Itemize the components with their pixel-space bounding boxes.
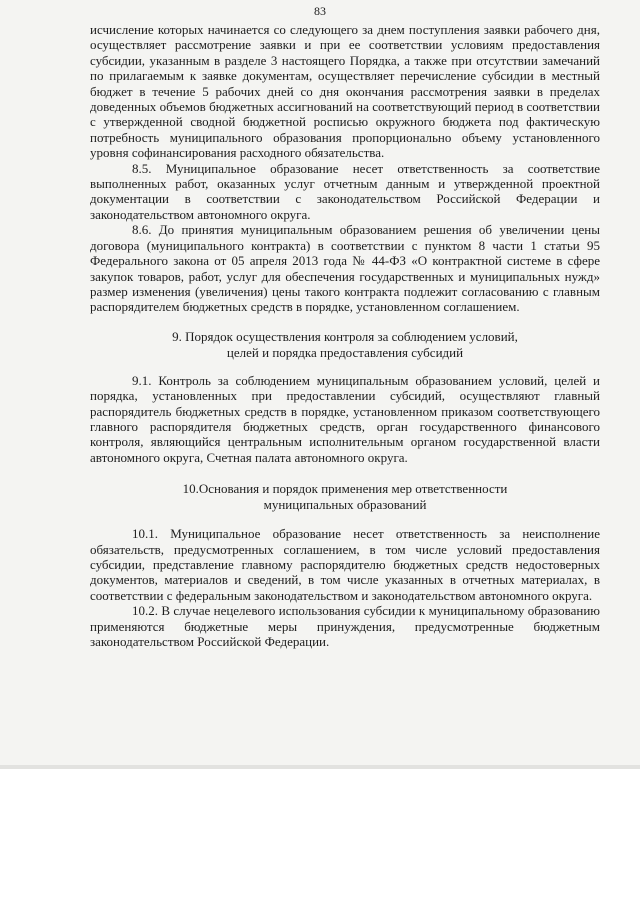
section-9-heading-line1: 9. Порядок осуществления контроля за соблюдением условий, [172,328,518,344]
paragraph-8-6: 8.6. До принятия муниципальным образованием решения об увеличении цены договора (муниципального контракта) в соответствии с пунктом 8 части 1 статьи 95 Федерального закона от 05 апреля 2013 года № 44-ФЗ «О контрактной системе в сфере закупок товаров, работ, услуг для обеспечения государственных и муниципальных нужд» размер изменения (увеличения) цены такого контракта подлежит согласованию с главным распорядителем бюджетных средств в порядке, установленном соглашением. [90,222,600,315]
paragraph-10-1: 10.1. Муниципальное образование несет ответственность за неисполнение обязательств, предусмотренных соглашением, в том числе условий предоставления субсидии, представление главному распорядителю бюджетных средств недостоверных документов, материалов и сведений, в том числе указанных в отчетных материалах, в соответствии с федеральным законодательством и законодательством автономного округа. [90,526,600,603]
section-9-heading [90,329,600,361]
section-10-heading [90,481,600,513]
scan-bottom-edge [0,765,640,769]
paragraph-9-1: 9.1. Контроль за соблюдением муниципальным образованием условий, целей и порядка, установленных при предоставлении субсидий, осуществляют главный распорядитель бюджетных средств в порядке, установленном приказом соответствующего главного распорядителя бюджетных средств, орган государственного финансового контроля, являющийся центральным исполнительным органом государственной власти автономного округа, Счетная палата автономного округа. [90,372,600,465]
paragraph-8-4-continuation: исчисление которых начинается со следующего за днем поступления заявки рабочего дня, осуществляет рассмотрение заявки и при ее соответствии условиям предоставления субсидии, указанным в разделе 3 настоящего Порядка, а также при отсутствии замечаний по прилагаемым к заявке документам, осуществляет перечисление субсидии в местный бюджет в течение 5 рабочих дней со дня окончания рассмотрения заявки в пределах доведенных объемов бюджетных ассигнований на соответствующий период в соответствии с утвержденной сводной бюджетной росписью окружного бюджета под фактическую потребность муниципального образования пропорционально объему установленного уровня софинансирования расходного обязательства. [90,22,600,161]
paragraph-10-2: 10.2. В случае нецелевого использования субсидии к муниципальному образованию применяются бюджетные меры принуждения, предусмотренные бюджетным законодательством Российской Федерации. [90,603,600,649]
paragraph-8-5: 8.5. Муниципальное образование несет ответственность за соответствие выполненных работ, оказанных услуг отчетным данным и утвержденной проектной документации в соответствии с законодательством Российской Федерации и законодательством автономного округа. [90,160,600,222]
section-9-heading-line2: целей и порядка предоставления субсидий [226,344,464,360]
section-10-heading-line2: муниципальных образований [263,497,427,513]
document-body [90,22,600,649]
section-10-heading-line1: 10.Основания и порядок применения мер ответственности [182,481,508,497]
page-number: 83 [314,4,326,18]
